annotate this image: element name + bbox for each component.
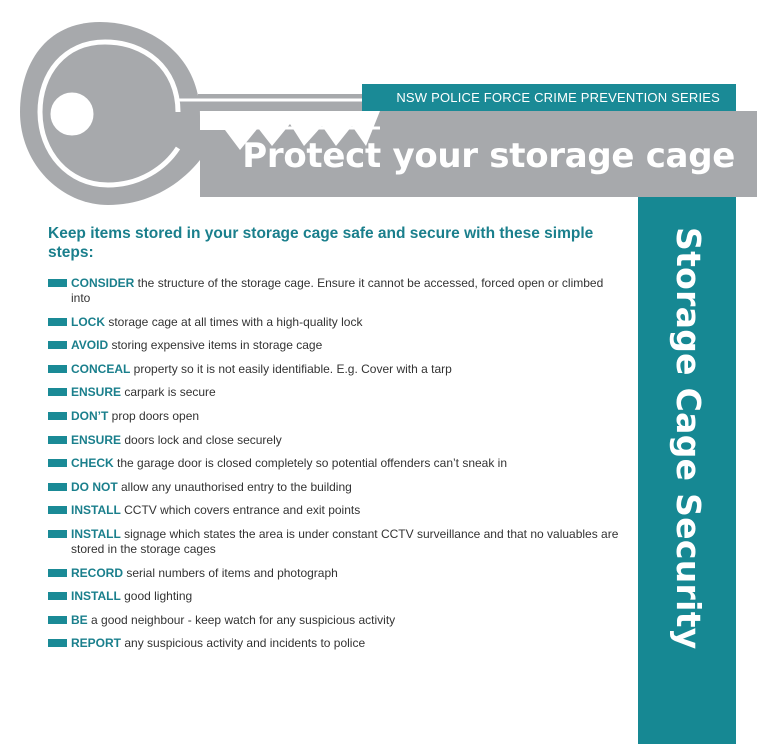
key-shank	[198, 94, 362, 111]
step-text: a good neighbour - keep watch for any suspicious activity	[87, 612, 396, 627]
bullet-marker	[48, 388, 67, 396]
series-banner	[362, 84, 736, 111]
step-keyword: CONCEAL	[71, 361, 131, 376]
step-text: allow any unauthorised entry to the building	[117, 479, 352, 494]
list-item	[48, 338, 623, 353]
step-text: serial numbers of items and photograph	[123, 565, 338, 580]
key-hole	[50, 92, 94, 136]
list-item	[48, 480, 623, 495]
step-text: storing expensive items in storage cage	[108, 338, 323, 353]
step-keyword: CONSIDER	[71, 276, 135, 290]
list-item	[48, 589, 623, 604]
bullet-marker	[48, 279, 67, 287]
step-keyword: DO NOT	[71, 479, 118, 494]
bullet-marker	[48, 318, 67, 326]
step-text: the structure of the storage cage. Ensure it cannot be accessed, forced open or climbed into	[71, 276, 604, 305]
step-text: doors lock and close securely	[121, 432, 282, 447]
step-text: any suspicious activity and incidents to police	[121, 636, 366, 651]
series-label: NSW POLICE FORCE CRIME PREVENTION SERIES	[396, 90, 720, 105]
bullet-marker	[48, 592, 67, 600]
list-item	[48, 433, 623, 448]
step-text: storage cage at all times with a high-quality lock	[105, 314, 363, 329]
step-text: good lighting	[120, 589, 193, 604]
step-keyword: INSTALL	[71, 589, 121, 604]
list-item	[48, 315, 623, 330]
bullet-marker	[48, 530, 67, 538]
list-item	[48, 613, 623, 628]
bullet-marker	[48, 341, 67, 349]
list-item	[48, 456, 623, 471]
step-text: the garage door is closed completely so potential offenders can’t sneak in	[113, 456, 508, 471]
page-title: Protect your storage cage	[242, 136, 735, 176]
bullet-marker	[48, 412, 67, 420]
step-keyword: AVOID	[71, 338, 109, 353]
list-item	[48, 385, 623, 400]
intro-heading: Keep items stored in your storage cage safe and secure with these simple steps:	[48, 225, 594, 261]
step-keyword: INSTALL	[71, 526, 121, 541]
bullet-marker	[48, 436, 67, 444]
step-keyword: INSTALL	[71, 503, 121, 518]
step-text: CCTV which covers entrance and exit points	[120, 503, 361, 518]
step-keyword: LOCK	[71, 314, 105, 329]
list-item	[48, 409, 623, 424]
step-text: signage which states the area is under constant CCTV surveillance and that no valuables are stored in the storage cages	[71, 526, 619, 556]
bullet-marker	[48, 365, 67, 373]
list-item	[48, 636, 623, 651]
step-keyword: ENSURE	[71, 385, 122, 400]
step-keyword: DON’T	[71, 408, 109, 423]
bullet-marker	[48, 459, 67, 467]
title-bar	[200, 111, 757, 197]
step-keyword: RECORD	[71, 565, 124, 580]
steps-list	[48, 276, 623, 660]
bullet-marker	[48, 569, 67, 577]
bullet-marker	[48, 639, 67, 647]
list-item	[48, 362, 623, 377]
list-item	[48, 527, 623, 557]
step-keyword: BE	[71, 612, 88, 627]
step-keyword: REPORT	[71, 636, 122, 651]
list-item	[48, 276, 623, 306]
list-item	[48, 503, 623, 518]
step-keyword: CHECK	[71, 456, 114, 471]
step-keyword: ENSURE	[71, 432, 122, 447]
step-text: prop doors open	[108, 408, 200, 423]
side-title: Storage Cage Security	[669, 227, 708, 650]
side-bar	[638, 197, 736, 744]
list-item	[48, 566, 623, 581]
bullet-marker	[48, 506, 67, 514]
step-text: property so it is not easily identifiable. E.g. Cover with a tarp	[130, 361, 452, 376]
bullet-marker	[48, 483, 67, 491]
bullet-marker	[48, 616, 67, 624]
step-text: carpark is secure	[121, 385, 216, 400]
key-bow	[20, 22, 200, 205]
